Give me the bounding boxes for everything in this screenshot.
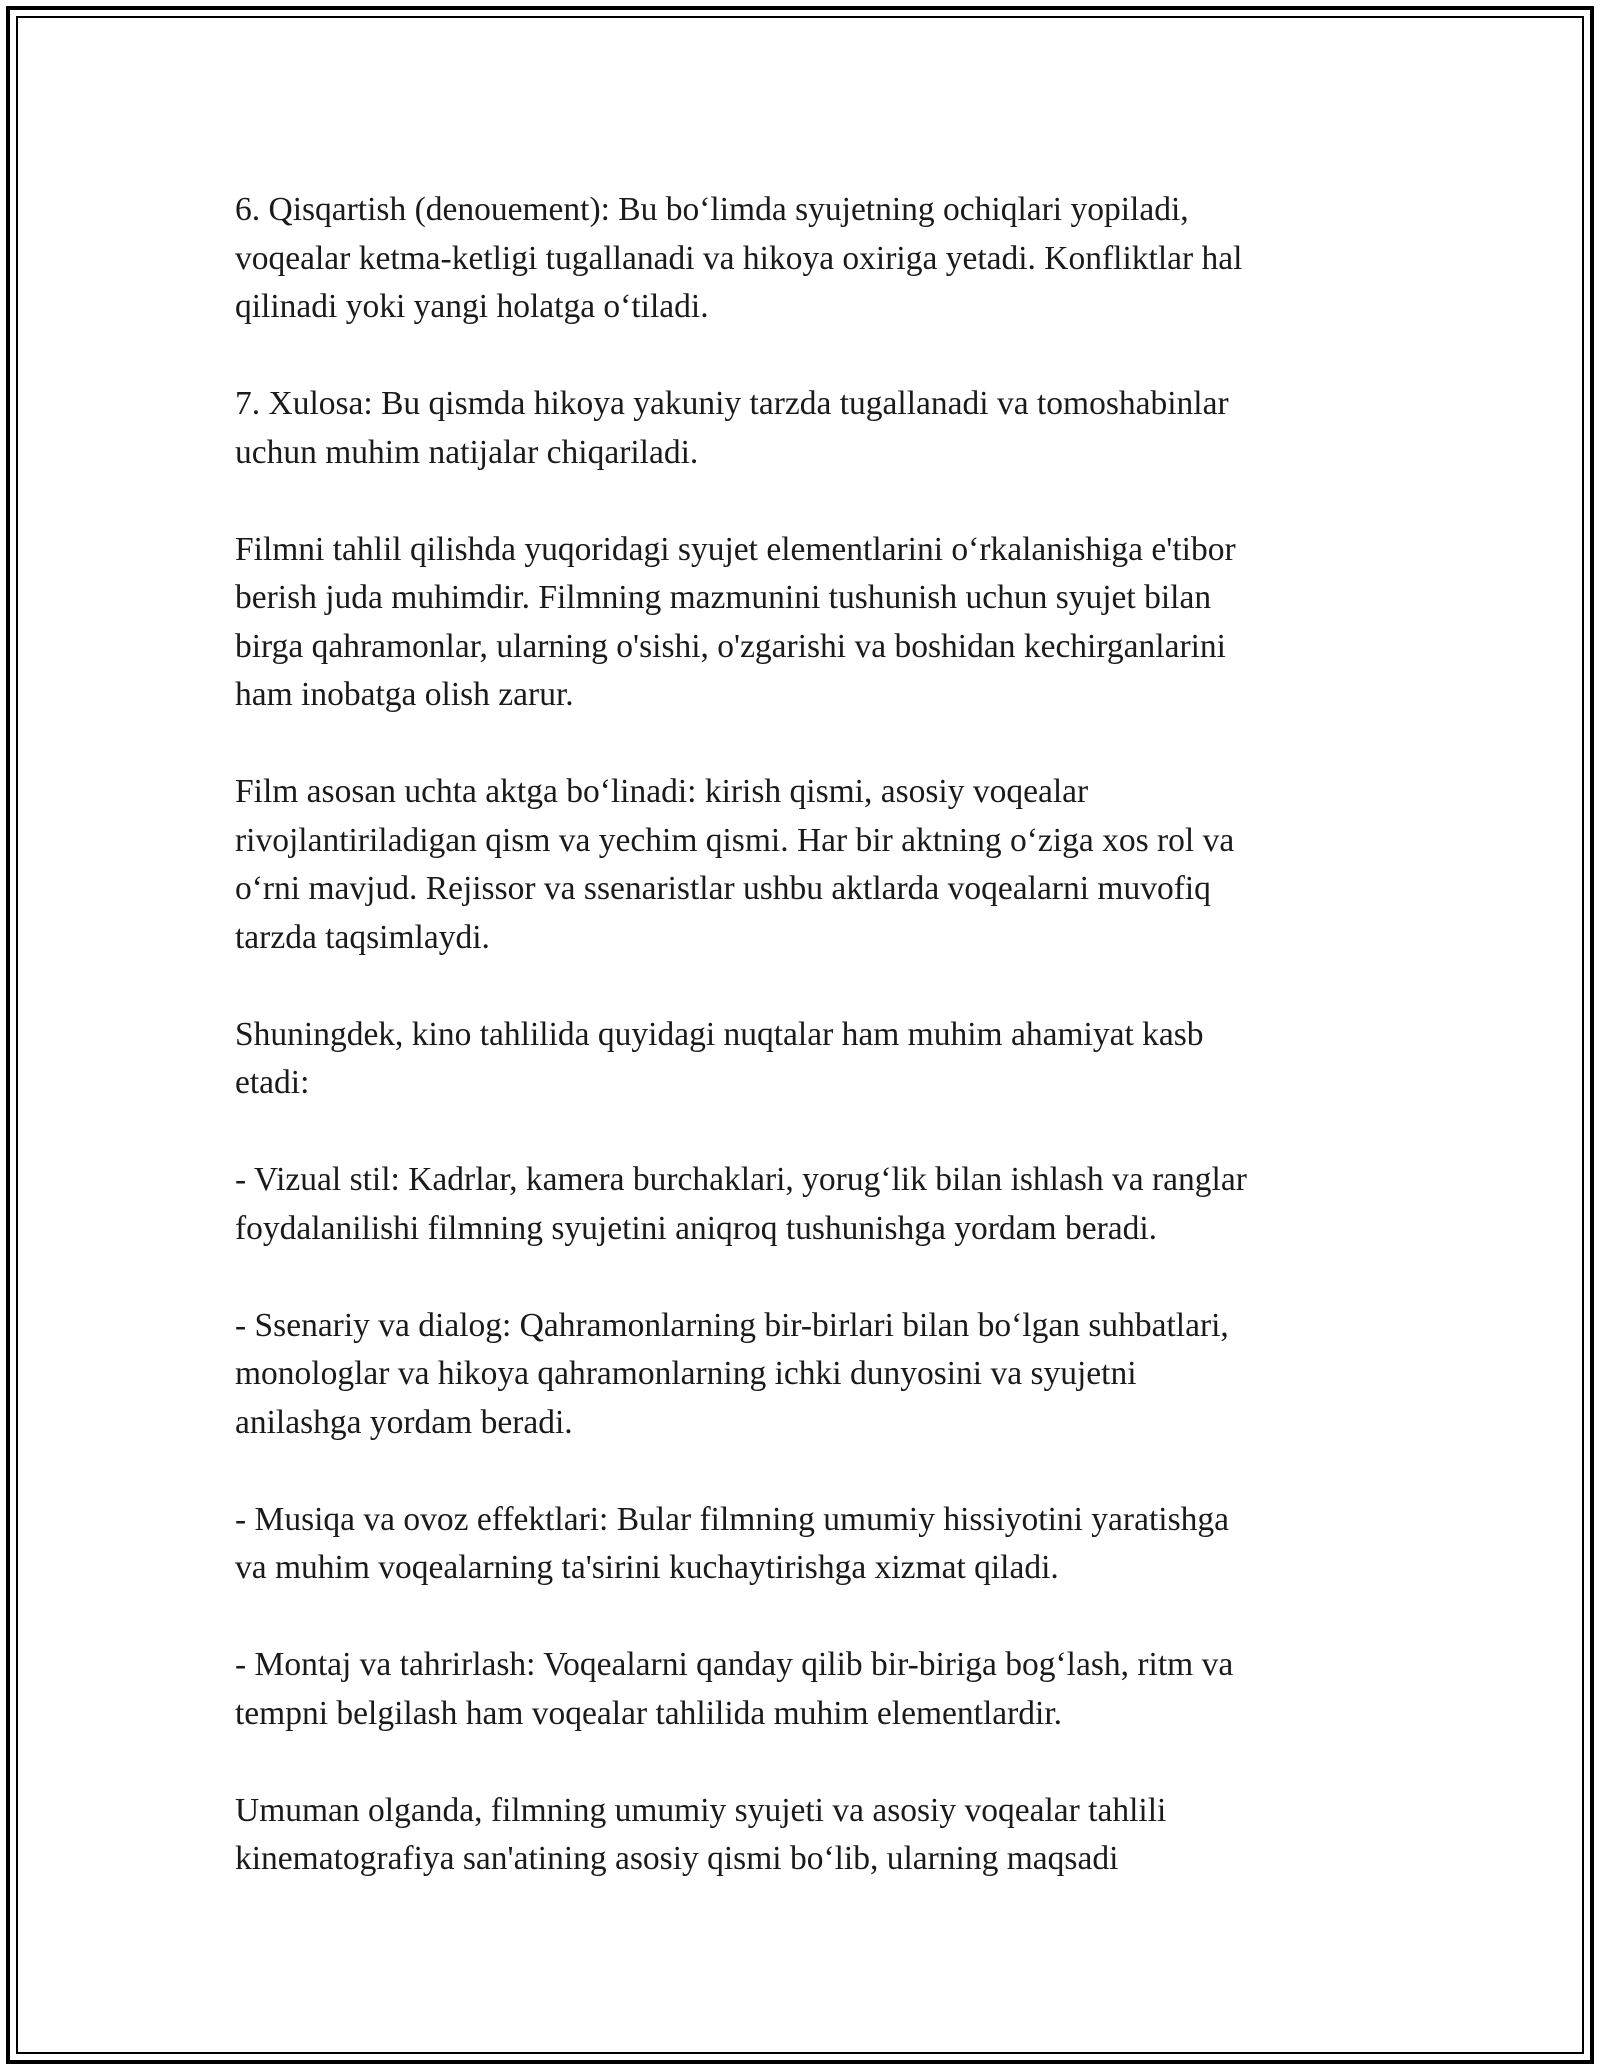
paragraph-film-analysis: Filmni tahlil qilishda yuqoridagi syujet elementlarini o‘rkalanishiga e'tibor berish juda muhimdir. Filmning mazmunini tushunish uchun syujet bilan birga qahramonlar, ularning o'sishi, o'zgarishi va boshidan kechirganlarini ham inobatga olish zarur. — [235, 530, 1236, 713]
list-item-script-dialog: - Ssenariy va dialog: Qahramonlarning bir-birlari bilan bo‘lgan suhbatlari, monologlar va hikoya qahramonlarning ichki dunyosini va syujetni anilashga yordam beradi. — [235, 1306, 1229, 1441]
list-item-editing: - Montaj va tahrirlash: Voqealarni qanday qilib bir-biriga bog‘lash, ritm va tempni belgilash ham voqealar tahlilida muhim elementlardir. — [235, 1646, 1234, 1732]
paragraph-denouement: 6. Qisqartish (denouement): Bu bo‘limda syujetning ochiqlari yopiladi, voqealar ketma-ketligi tugallanadi va hikoya oxiriga yetadi. Konfliktlar hal qilinadi yoki yangi holatga o‘tiladi. — [235, 191, 1243, 325]
list-item-visual-style: - Vizual stil: Kadrlar, kamera burchaklari, yorug‘lik bilan ishlash va ranglar foydalanilishi filmning syujetini aniqroq tushunishga yordam beradi. — [235, 1161, 1247, 1247]
paragraph-summary: Umuman olganda, filmning umumiy syujeti va asosiy voqealar tahlili kinematografiya san'atining asosiy qismi bo‘lib, ularning maqsadi — [235, 1791, 1167, 1877]
paragraph-three-acts: Film asosan uchta aktga bo‘linadi: kirish qismi, asosiy voqealar rivojlantiriladigan qism va yechim qismi. Har bir aktning o‘ziga xos rol va o‘rni mavjud. Rejissor va ssenaristlar ushbu aktlarda voqealarni muvofiq tarzda taqsimlaydi. — [235, 773, 1235, 956]
paragraph-conclusion: 7. Xulosa: Bu qismda hikoya yakuniy tarzda tugallanadi va tomoshabinlar uchun muhim natijalar chiqariladi. — [235, 385, 1229, 471]
document-body — [235, 186, 1365, 1884]
list-item-music-sound: - Musiqa va ovoz effektlari: Bular filmning umumiy hissiyotini yaratishga va muhim voqealarning ta'sirini kuchaytirishga xizmat qiladi. — [235, 1500, 1229, 1586]
paragraph-additional-points: Shuningdek, kino tahlilida quyidagi nuqtalar ham muhim ahamiyat kasb etadi: — [235, 1015, 1204, 1101]
